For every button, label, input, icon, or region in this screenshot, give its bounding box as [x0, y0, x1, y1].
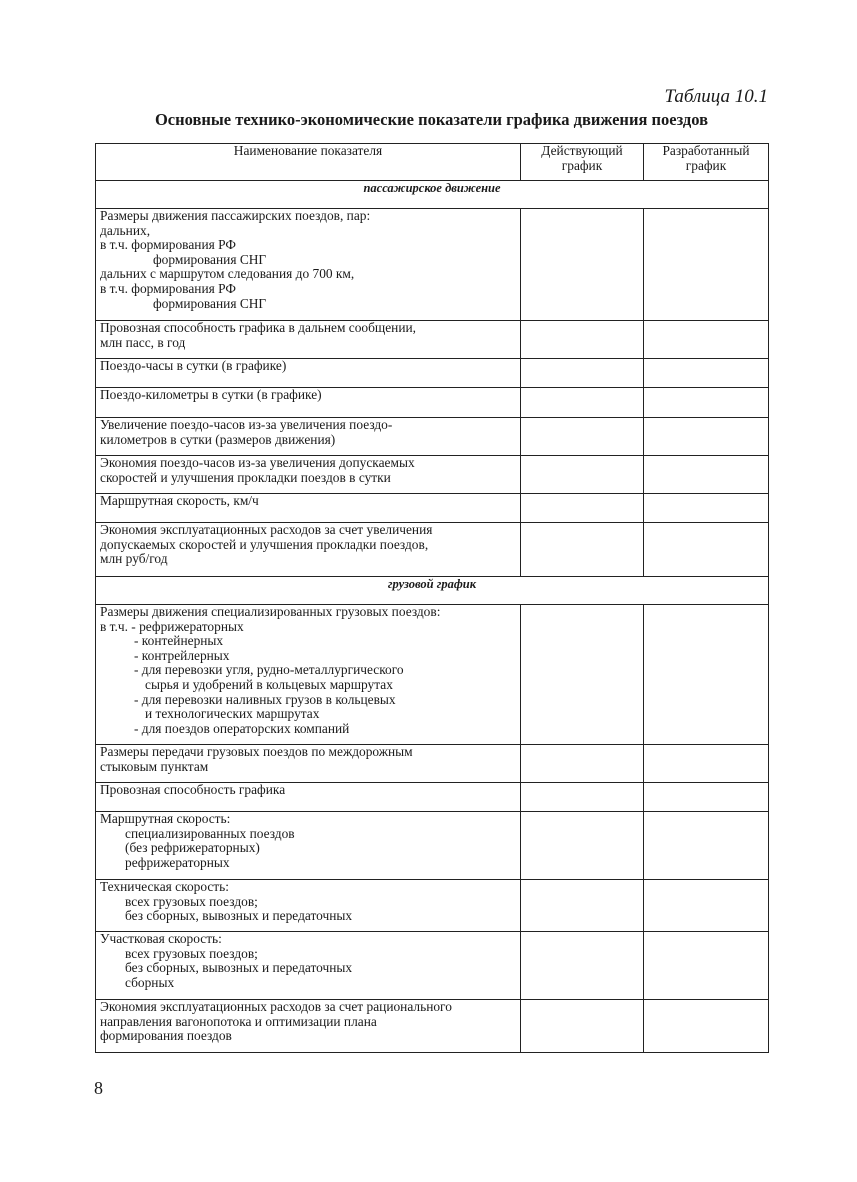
developed-graph-value-cell	[644, 209, 769, 321]
indicator-text-line: (без рефрижераторных)	[125, 840, 260, 856]
table-header-row	[96, 144, 769, 181]
column-header-name: Наименование показателя	[96, 144, 521, 181]
indicator-text-line: специализированных поездов	[125, 825, 295, 841]
indicator-name-cell	[96, 812, 521, 880]
developed-graph-value-cell	[644, 932, 769, 1000]
developed-graph-value-cell	[644, 321, 769, 359]
indicator-text-line: дальних с маршрутом следования до 700 км,	[100, 266, 355, 282]
table-row	[96, 523, 769, 577]
indicator-name-cell	[96, 494, 521, 523]
indicator-text-line: Размеры движения пассажирских поездов, пар:	[100, 208, 371, 223]
current-graph-value-cell	[521, 812, 644, 880]
table-row	[96, 321, 769, 359]
indicator-text-line: млн пасс, в год	[100, 334, 186, 350]
indicator-text-line: Экономия эксплуатационных расходов за счет рационального	[100, 999, 452, 1014]
column-header-current	[521, 144, 644, 181]
indicator-text-line: допускаемых скоростей и улучшения прокладки поездов,	[100, 536, 429, 552]
current-graph-value-cell	[521, 932, 644, 1000]
indicator-name-cell	[96, 388, 521, 418]
indicator-text-line: сборных	[125, 974, 175, 990]
table-title: Основные технико-экономические показатели графика движения поездов	[154, 110, 709, 129]
indicator-text-line: Провозная способность графика	[100, 782, 286, 797]
column-header-developed-line: график	[685, 157, 727, 173]
indicator-text-line: скоростей и улучшения прокладки поездов в сутки	[100, 469, 391, 485]
table-row	[96, 605, 769, 745]
current-graph-value-cell	[521, 456, 644, 494]
column-header-developed	[644, 144, 769, 181]
indicator-text-line: в т.ч. формирования РФ	[100, 280, 236, 296]
section-header-row	[96, 181, 769, 209]
developed-graph-value-cell	[644, 605, 769, 745]
table-number-label: Таблица 10.1	[664, 86, 768, 107]
developed-graph-value-cell	[644, 456, 769, 494]
indicator-name-cell	[96, 209, 521, 321]
indicator-text-line: - для перевозки угля, рудно-металлургического	[134, 662, 404, 678]
indicator-name-cell	[96, 783, 521, 812]
current-graph-value-cell	[521, 1000, 644, 1053]
section-header-row	[96, 577, 769, 605]
developed-graph-value-cell	[644, 745, 769, 783]
table-row	[96, 456, 769, 494]
indicator-text-line: в т.ч. формирования РФ	[100, 237, 236, 253]
current-graph-value-cell	[521, 359, 644, 388]
table-row	[96, 745, 769, 783]
column-header-developed-line: Разработанный	[662, 143, 750, 158]
indicators-table	[95, 143, 769, 1053]
developed-graph-value-cell	[644, 388, 769, 418]
indicator-text-line: Техническая скорость:	[100, 879, 229, 894]
indicator-text-line: Поездо-часы в сутки (в графике)	[100, 358, 287, 373]
indicator-name-cell	[96, 880, 521, 932]
current-graph-value-cell	[521, 605, 644, 745]
indicator-text-line: Экономия эксплуатационных расходов за счет увеличения	[100, 522, 433, 537]
indicator-text-line: - контрейлерных	[134, 647, 230, 663]
indicator-text-line: формирования поездов	[100, 1028, 232, 1044]
table-row	[96, 932, 769, 1000]
current-graph-value-cell	[521, 745, 644, 783]
indicator-text-line: млн руб/год	[100, 551, 168, 567]
table-row	[96, 359, 769, 388]
table-row	[96, 1000, 769, 1053]
indicator-text-line: Провозная способность графика в дальнем сообщении,	[100, 320, 417, 335]
indicator-text-line: Размеры передачи грузовых поездов по междорожным	[100, 744, 413, 759]
developed-graph-value-cell	[644, 1000, 769, 1053]
developed-graph-value-cell	[644, 880, 769, 932]
indicator-text-line: Экономия поездо-часов из-за увеличения допускаемых	[100, 455, 415, 470]
developed-graph-value-cell	[644, 494, 769, 523]
indicator-text-line: Маршрутная скорость, км/ч	[100, 493, 259, 508]
current-graph-value-cell	[521, 418, 644, 456]
developed-graph-value-cell	[644, 812, 769, 880]
table-row	[96, 812, 769, 880]
indicator-text-line: и технологических маршрутах	[145, 706, 320, 722]
developed-graph-value-cell	[644, 359, 769, 388]
table-row	[96, 783, 769, 812]
column-header-current-line: Действующий	[541, 143, 623, 158]
current-graph-value-cell	[521, 209, 644, 321]
indicator-text-line: Участковая скорость:	[100, 931, 222, 946]
indicator-text-line: без сборных, вывозных и передаточных	[125, 960, 353, 976]
indicator-text-line: Увеличение поездо-часов из-за увеличения поездо-	[100, 417, 393, 432]
developed-graph-value-cell	[644, 418, 769, 456]
indicator-text-line: без сборных, вывозных и передаточных	[125, 908, 353, 924]
indicator-name-cell	[96, 932, 521, 1000]
indicator-text-line: в т.ч. - рефрижераторных	[100, 618, 244, 634]
developed-graph-value-cell	[644, 783, 769, 812]
table-row	[96, 209, 769, 321]
page-number: 8	[94, 1078, 103, 1098]
indicator-name-cell	[96, 418, 521, 456]
indicator-text-line: дальних,	[100, 222, 151, 238]
table-row	[96, 418, 769, 456]
indicator-text-line: километров в сутки (размеров движения)	[100, 431, 336, 447]
indicator-name-cell	[96, 745, 521, 783]
indicator-text-line: - для поездов операторских компаний	[134, 720, 350, 736]
indicator-text-line: сырья и удобрений в кольцевых маршрутах	[145, 676, 393, 692]
current-graph-value-cell	[521, 880, 644, 932]
table-row	[96, 494, 769, 523]
indicator-text-line: Размеры движения специализированных грузовых поездов:	[100, 604, 441, 619]
indicator-text-line: Маршрутная скорость:	[100, 811, 231, 826]
indicator-text-line: формирования СНГ	[153, 251, 267, 267]
table-row	[96, 388, 769, 418]
current-graph-value-cell	[521, 523, 644, 577]
indicator-text-line: направления вагонопотока и оптимизации плана	[100, 1013, 377, 1029]
indicator-text-line: стыковым пунктам	[100, 758, 209, 774]
current-graph-value-cell	[521, 494, 644, 523]
indicator-text-line: всех грузовых поездов;	[125, 945, 258, 961]
table-row	[96, 880, 769, 932]
indicator-text-line: - контейнерных	[134, 633, 224, 649]
current-graph-value-cell	[521, 388, 644, 418]
indicator-text-line: всех грузовых поездов;	[125, 893, 258, 909]
indicator-text-line: рефрижераторных	[125, 854, 230, 870]
current-graph-value-cell	[521, 321, 644, 359]
indicator-name-cell	[96, 456, 521, 494]
indicator-name-cell	[96, 321, 521, 359]
section-title: грузовой график	[96, 577, 769, 605]
indicator-name-cell	[96, 605, 521, 745]
indicator-name-cell	[96, 359, 521, 388]
section-title: пассажирское движение	[96, 181, 769, 209]
indicator-name-cell	[96, 523, 521, 577]
current-graph-value-cell	[521, 783, 644, 812]
indicator-text-line: - для перевозки наливных грузов в кольцевых	[134, 691, 396, 707]
developed-graph-value-cell	[644, 523, 769, 577]
indicator-name-cell	[96, 1000, 521, 1053]
indicator-text-line: Поездо-километры в сутки (в графике)	[100, 387, 322, 402]
indicator-text-line: формирования СНГ	[153, 295, 267, 311]
column-header-current-line: график	[561, 157, 603, 173]
